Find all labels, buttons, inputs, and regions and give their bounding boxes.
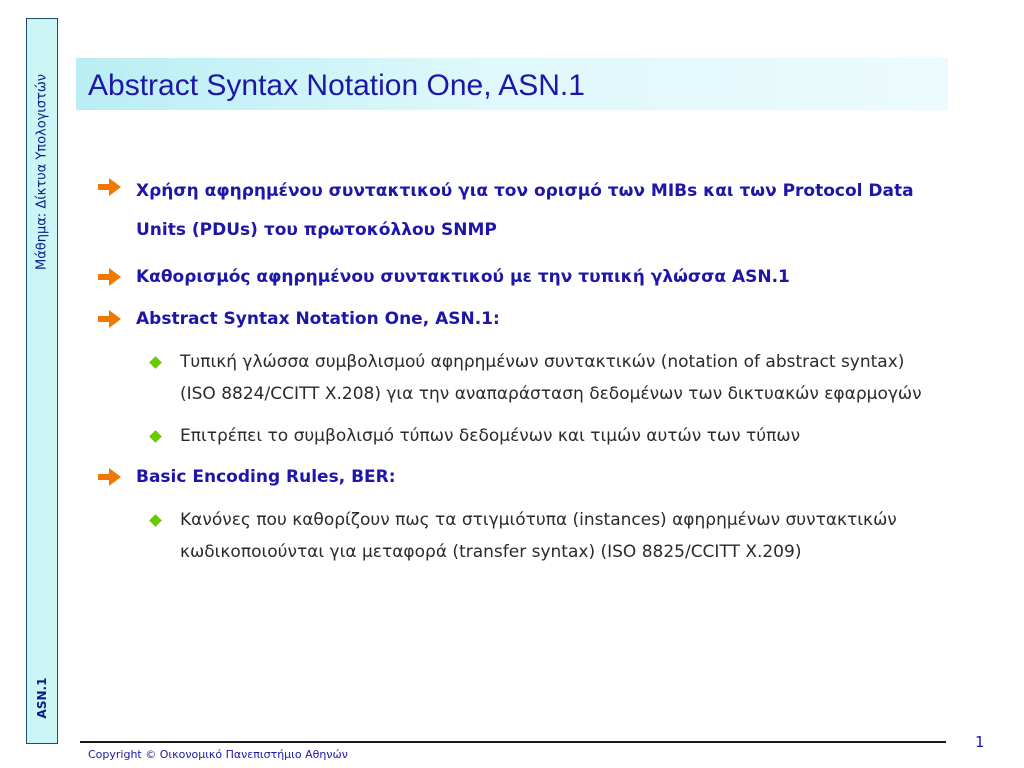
diamond-bullet-icon — [149, 430, 162, 443]
sidebar-topic-label: ASN.1 — [35, 677, 49, 719]
sub-bullet-types — [98, 420, 928, 452]
sub-bullet-text: Κανόνες που καθορίζουν πως τα στιγμιότυπα (instances) αφηρημένων συντακτικών κωδικοποιούνται για μεταφορά (transfer syntax) (ISO 8825/CCITT X.209) — [180, 510, 897, 562]
sub-bullet-notation — [98, 346, 928, 410]
arrow-bullet-icon — [98, 267, 122, 287]
arrow-bullet-icon — [98, 309, 122, 329]
sub-bullet-encoding — [98, 504, 928, 568]
page-number: 1 — [975, 733, 985, 751]
bullet-asn1-language — [98, 262, 928, 292]
arrow-bullet-icon — [98, 177, 122, 197]
diamond-bullet-icon — [149, 514, 162, 527]
sub-bullet-text: Τυπική γλώσσα συμβολισμού αφηρημένων συντακτικών (notation of abstract syntax) (ISO 8824/CCITT X.208) για την αναπαράσταση δεδομένων των δικτυακών εφαρμογών — [180, 352, 922, 404]
sub-bullet-text: Επιτρέπει το συμβολισμό τύπων δεδομένων και τιμών αυτών των τύπων — [180, 426, 801, 446]
slide-content — [98, 172, 928, 578]
bullet-asn1-definition — [98, 304, 928, 334]
bullet-text: Καθορισμός αφηρημένου συντακτικού με την τυπική γλώσσα ASN.1 — [136, 267, 790, 287]
bullet-text: Basic Encoding Rules, BER: — [136, 467, 396, 487]
bullet-mib-pdu — [98, 172, 928, 250]
footer-divider — [80, 741, 946, 743]
footer-copyright: Copyright © Οικονομικό Πανεπιστήμιο Αθηνών — [88, 748, 348, 761]
slide-title: Abstract Syntax Notation One, ASN.1 — [88, 69, 585, 102]
bullet-text: Χρήση αφηρημένου συντακτικού για τον ορισμό των MIBs και των Protocol Data Units (PDUs) του πρωτοκόλλου SNMP — [136, 181, 914, 240]
arrow-bullet-icon — [98, 467, 122, 487]
bullet-text: Abstract Syntax Notation One, ASN.1: — [136, 309, 500, 329]
sidebar-course-label: Μάθημα: Δίκτυα Υπολογιστών — [34, 73, 50, 271]
diamond-bullet-icon — [149, 356, 162, 369]
bullet-ber — [98, 462, 928, 492]
